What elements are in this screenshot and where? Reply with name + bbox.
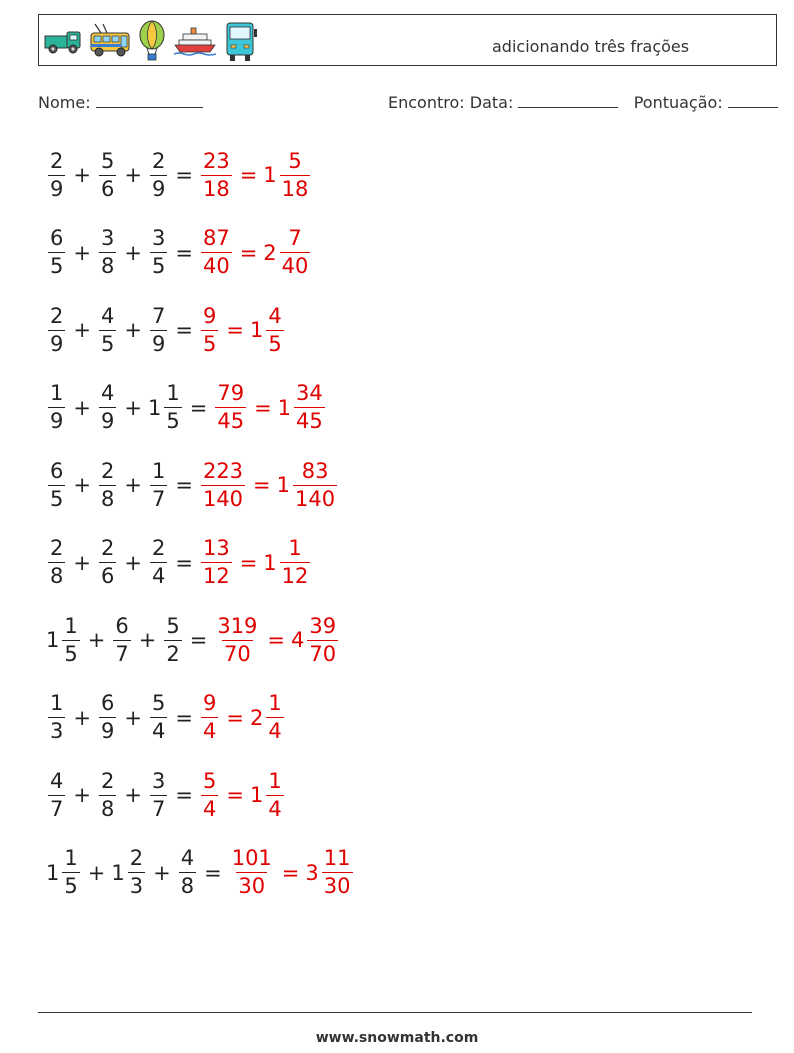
numerator: 5 [288,148,302,173]
problem-row [46,688,286,748]
denominator: 7 [151,486,166,511]
denominator: 140 [295,486,336,511]
fraction [99,458,116,511]
answer [199,768,286,821]
answer-whole-number: 1 [276,473,291,497]
denominator: 8 [100,486,115,511]
denominator: 70 [224,641,251,666]
name-blank[interactable] [96,93,203,108]
numerator: 5 [151,691,166,715]
fraction [48,693,65,742]
answer [199,538,312,587]
numerator: 1 [288,536,302,560]
fraction [150,148,167,201]
answer-fraction [201,693,218,742]
equals-sign: = [267,628,286,652]
plus-sign: + [124,240,142,265]
denominator: 9 [50,176,64,201]
answer-fraction [201,538,232,587]
whole-number: 1 [147,395,162,420]
denominator: 18 [281,176,309,201]
plus-sign: + [73,395,91,420]
fraction [150,693,167,742]
denominator: 3 [50,719,64,743]
fraction [48,538,65,587]
numerator: 5 [100,148,115,173]
answer-fraction [230,848,274,897]
denominator: 18 [202,176,230,201]
date-label: Data: [469,93,514,112]
numerator: 34 [296,381,323,405]
problem-row [46,455,339,515]
fraction [150,303,167,356]
fraction [99,383,116,432]
equals-sign: = [239,550,258,575]
header-icons [43,19,259,63]
denominator: 45 [217,409,245,433]
plus-sign: + [73,783,91,807]
score-label: Pontuação: [633,93,723,112]
plus-sign: + [124,318,142,342]
plus-sign: + [87,628,106,652]
denominator: 4 [151,564,166,588]
worksheet-header [38,14,777,66]
numerator: 79 [217,381,245,405]
fraction [48,228,65,277]
answer-mixed-fraction [266,303,283,356]
fraction [99,148,116,201]
fraction [62,613,79,666]
plus-sign: + [87,860,106,885]
answer [199,303,286,356]
plus-sign: + [73,705,91,730]
denominator: 5 [64,874,78,898]
numerator: 4 [100,303,115,328]
numerator: 1 [268,691,282,715]
denominator: 140 [202,486,244,511]
answer-fraction [201,303,218,356]
answer-mixed-fraction [322,848,353,897]
footer-divider [38,1012,752,1013]
numerator: 7 [288,226,302,250]
answer-mixed-fraction [307,613,338,666]
equals-sign: = [226,783,244,807]
numerator: 2 [129,846,144,870]
fraction [48,383,65,432]
equals-sign: = [226,705,244,730]
fraction [164,383,181,432]
fraction [150,458,167,511]
denominator: 9 [151,176,166,201]
numerator: 4 [180,846,195,870]
problem-row [46,610,340,670]
fraction [150,228,167,277]
numerator: 13 [202,536,230,560]
denominator: 5 [50,254,64,278]
numerator: 4 [100,381,115,405]
plus-sign: + [124,705,142,730]
denominator: 30 [323,874,351,898]
plus-sign: + [73,163,91,187]
denominator: 5 [100,331,115,356]
encounter-label: Encontro: [388,93,465,112]
numerator: 11 [323,846,351,870]
score-blank[interactable] [728,93,778,108]
trolleybus-icon [89,23,131,59]
fraction [48,768,65,821]
equals-sign: = [254,395,272,420]
equals-sign: = [239,163,258,187]
denominator: 4 [202,719,217,743]
numerator: 6 [50,458,64,483]
whole-number: 1 [111,860,125,885]
answer-whole-number: 1 [263,550,277,575]
numerator: 2 [50,148,64,173]
denominator: 2 [166,641,180,666]
answer-whole-number: 3 [305,860,319,885]
problem-row [46,843,355,903]
denominator: 6 [100,564,115,588]
equals-sign: = [204,860,222,885]
numerator: 3 [100,226,115,250]
denominator: 12 [202,564,230,588]
numerator: 101 [231,846,272,870]
numerator: 5 [202,768,217,793]
answer-mixed-fraction [280,148,311,201]
numerator: 87 [202,226,230,250]
equals-sign: = [175,240,193,265]
answer-mixed-fraction [280,228,311,277]
answer-mixed-fraction [293,458,337,511]
numerator: 4 [50,768,64,793]
denominator: 4 [268,719,282,743]
plus-sign: + [73,473,91,497]
numerator: 2 [100,458,115,483]
fraction [99,228,116,277]
numerator: 9 [202,691,217,715]
answer-fraction [201,148,232,201]
answer-whole-number: 1 [249,783,264,807]
denominator: 30 [238,874,266,898]
denominator: 4 [151,719,166,743]
numerator: 7 [151,303,166,328]
answer-mixed-fraction [266,768,283,821]
problem-row [46,300,286,360]
equals-sign: = [175,783,193,807]
denominator: 5 [151,254,166,278]
meta-fields [388,93,778,112]
denominator: 7 [115,641,129,666]
numerator: 83 [301,458,329,483]
equals-sign: = [253,473,271,497]
whole-number: 1 [46,628,60,652]
numerator: 2 [100,536,115,560]
denominator: 70 [309,641,337,666]
answer-fraction [201,458,245,511]
numerator: 39 [309,613,337,638]
name-label: Nome: [38,93,91,112]
answer [228,848,355,897]
answer [199,228,312,277]
plus-sign: + [124,395,142,420]
answer-whole-number: 1 [249,318,264,342]
denominator: 5 [202,331,217,356]
numerator: 1 [64,846,78,870]
numerator: 4 [268,303,282,328]
denominator: 7 [50,796,64,821]
plus-sign: + [153,860,171,885]
answer-mixed-fraction [294,383,325,432]
plus-sign: + [73,318,91,342]
name-field [38,93,203,112]
numerator: 1 [166,381,180,405]
answer-mixed-fraction [280,538,311,587]
denominator: 40 [281,254,309,278]
denominator: 9 [100,719,115,743]
numerator: 3 [151,768,166,793]
numerator: 5 [166,613,180,638]
denominator: 5 [64,641,78,666]
plus-sign: + [138,628,157,652]
ship-icon [173,26,217,56]
denominator: 8 [50,564,64,588]
equals-sign: = [226,318,244,342]
problem-row [46,223,312,283]
numerator: 1 [151,458,166,483]
answer [199,693,286,742]
answer-mixed-fraction [266,693,283,742]
fraction [99,303,116,356]
answer-whole-number: 1 [277,395,292,420]
bus-icon [223,19,259,63]
worksheet-title: adicionando três frações [492,37,690,56]
numerator: 3 [151,226,166,250]
answer-whole-number: 2 [263,240,277,265]
equals-sign: = [281,860,300,885]
numerator: 1 [50,381,64,405]
denominator: 8 [100,796,115,821]
numerator: 9 [202,303,217,328]
plus-sign: + [73,550,91,575]
answer [213,383,326,432]
plus-sign: + [124,783,142,807]
answer-fraction [215,613,259,666]
fraction [99,693,116,742]
denominator: 6 [100,176,115,201]
fraction [62,848,79,897]
hot-air-balloon-icon [137,20,167,62]
answer-fraction [201,768,218,821]
equals-sign: = [189,628,208,652]
problem-row [46,533,312,593]
plus-sign: + [124,550,142,575]
fraction [179,848,196,897]
numerator: 1 [268,768,282,793]
fraction [99,768,116,821]
equals-sign: = [175,473,193,497]
numerator: 223 [202,458,244,483]
denominator: 8 [180,874,195,898]
numerator: 6 [100,691,115,715]
numerator: 319 [217,613,258,638]
answer-whole-number: 4 [291,628,305,652]
denominator: 4 [268,796,282,821]
plus-sign: + [124,473,142,497]
denominator: 9 [151,331,166,356]
denominator: 9 [50,331,64,356]
numerator: 6 [50,226,64,250]
denominator: 40 [202,254,230,278]
denominator: 9 [50,409,64,433]
plus-sign: + [73,240,91,265]
truck-icon [43,26,83,56]
numerator: 1 [50,691,64,715]
answer-fraction [215,383,246,432]
denominator: 4 [202,796,217,821]
denominator: 9 [100,409,115,433]
whole-number: 1 [46,860,60,885]
denominator: 12 [281,564,309,588]
answer-whole-number: 1 [263,163,277,187]
numerator: 23 [202,148,230,173]
denominator: 45 [296,409,323,433]
footer-url: www.snowmath.com [315,1030,479,1046]
equals-sign: = [175,550,193,575]
equals-sign: = [189,395,208,420]
numerator: 2 [50,536,64,560]
fraction [150,538,167,587]
equals-sign: = [175,318,193,342]
fraction [128,848,145,897]
denominator: 3 [129,874,144,898]
denominator: 5 [268,331,282,356]
answer [199,458,339,511]
date-blank[interactable] [518,93,618,108]
answer-fraction [201,228,232,277]
fraction [113,613,130,666]
plus-sign: + [124,163,142,187]
fraction [164,613,181,666]
problem-row [46,765,286,825]
numerator: 2 [50,303,64,328]
answer [199,148,312,201]
fraction [48,303,65,356]
fraction [48,458,65,511]
numerator: 2 [100,768,115,793]
answer-whole-number: 2 [249,705,264,730]
equals-sign: = [239,240,258,265]
problem-row [46,378,327,438]
numerator: 2 [151,536,166,560]
fraction [48,148,65,201]
equals-sign: = [175,163,193,187]
denominator: 8 [100,254,115,278]
fraction [99,538,116,587]
equals-sign: = [175,705,193,730]
numerator: 1 [64,613,78,638]
answer [213,613,340,666]
denominator: 5 [50,486,64,511]
problem-row [46,145,312,205]
fraction [150,768,167,821]
denominator: 5 [166,409,180,433]
numerator: 6 [115,613,129,638]
denominator: 7 [151,796,166,821]
numerator: 2 [151,148,166,173]
